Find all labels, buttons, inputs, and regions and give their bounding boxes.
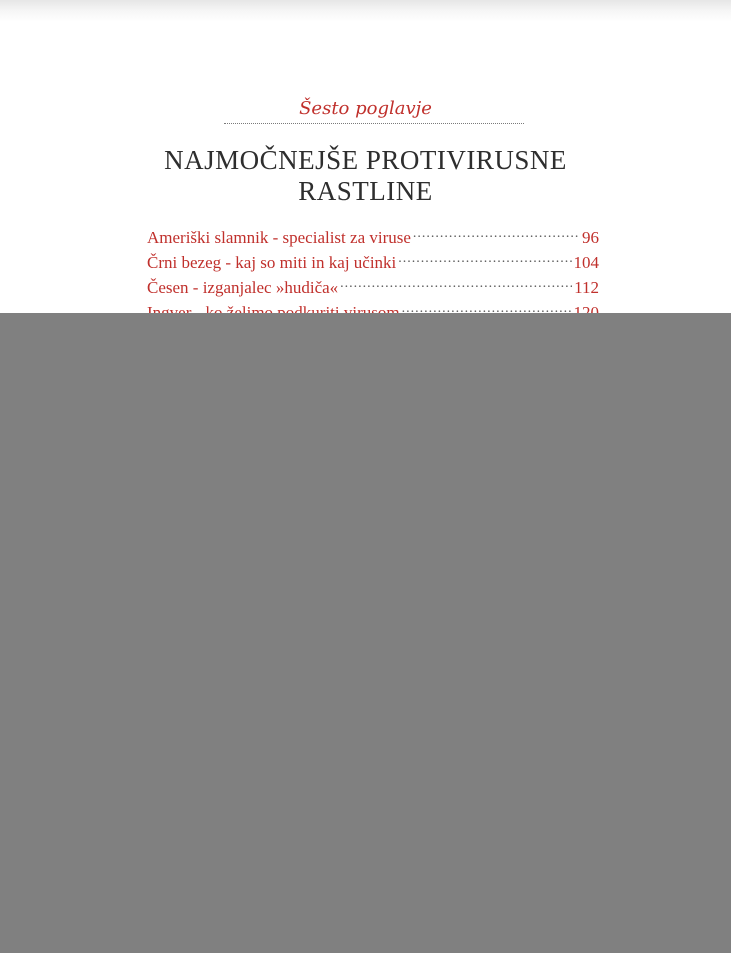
dot-leader <box>398 251 571 268</box>
dot-leader <box>413 226 580 243</box>
toc-entry-title: Ameriški slamnik - specialist za viruse <box>147 228 411 247</box>
dot-leader <box>340 276 572 293</box>
chapter-title-line-1: NAJMOČNEJŠE PROTIVIRUSNE <box>164 145 567 175</box>
toc-page-number: 104 <box>573 253 599 272</box>
gray-overlay-panel <box>0 313 731 953</box>
chapter-title <box>0 145 731 207</box>
page-top-shadow <box>0 0 731 22</box>
toc-entry-crni-bezeg[interactable] <box>147 251 599 276</box>
toc-entry-cesen[interactable] <box>147 276 599 301</box>
chapter-label: Šesto poglavje <box>299 98 432 119</box>
toc-page-number: 96 <box>582 228 599 247</box>
toc-entry-title: Česen - izganjalec »hudiča« <box>147 278 339 297</box>
toc-page-number: 112 <box>574 278 599 297</box>
chapter-title-line-2: RASTLINE <box>298 176 433 206</box>
toc-entry-title: Črni bezeg - kaj so miti in kaj učinki <box>147 253 397 272</box>
toc-entry-ameriski-slamnik[interactable] <box>147 226 599 251</box>
table-of-contents <box>147 226 599 326</box>
dotted-divider <box>224 123 524 124</box>
